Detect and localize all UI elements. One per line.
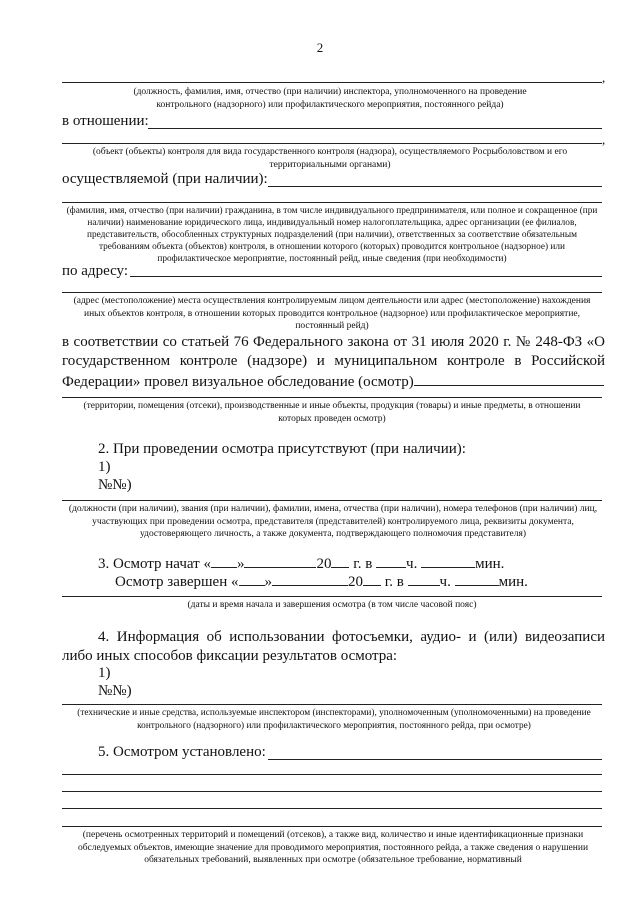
law-text [62,333,605,392]
section4-heading-text: 4. Информация об использовании фотосъемки, аудио- и (или) видеозаписи либо иных способов фиксации результатов осмотра: [62,629,605,664]
end-year-field[interactable] [363,571,381,586]
minute-label: мин. [475,556,505,572]
end-hour-field[interactable] [408,571,440,586]
inspector-line[interactable] [62,82,602,83]
in-relation-line[interactable] [148,128,602,129]
quote-close: » [236,556,245,572]
law-text-content: в соответствии со статьей 76 Федерального закона от 31 июля 2020 г. № 248-ФЗ «О государственном контроле (надзоре) и муниципальном контроле в Российской Федерации» провел визуальное обследование (осмотр) [62,334,605,390]
comma: , [602,132,606,147]
carried-out-label: осуществляемой (при наличии): [62,171,268,187]
carried-out-line-2[interactable] [62,202,602,203]
person-caption: (фамилия, имя, отчество (при наличии) гражданина, в том числе индивидуального предпринимателя, или полное и сокращенное (при наличии) наименование юридического лица, индивидуальный номер налогоплательщика, адрес организации (ее филиалов, представительств, обособленных структурных подразделений (при наличии), ответственных за соответствие обязательным требованиям объекта (объектов) контроля, в отношении которого (которых) проводится контрольное (надзорное) или профилактическое мероприятие, постоянный рейд, иные сведения (при необходимости) [66,206,598,264]
start-day-field[interactable] [211,553,237,568]
end-day-field[interactable] [239,571,265,586]
start-month-field[interactable] [244,553,316,568]
address-line[interactable] [130,276,602,277]
section3-caption: (даты и время начала и завершения осмотра (в том числе часовой пояс) [187,600,477,610]
start-hour-field[interactable] [376,553,406,568]
territory-caption: (территории, помещения (отсеки), производственные и иные объекты, продукция (товары) и иные предметы, в отношении которых проведен осмотр) [83,401,581,424]
end-month-field[interactable] [272,571,348,586]
year-prefix: 20 [316,556,332,572]
section4-heading [62,628,605,666]
in-relation-label: в отношении: [62,113,149,129]
start-year-field[interactable] [331,553,349,568]
end-minute-field[interactable] [455,571,499,586]
end-prefix: Осмотр завершен « [115,574,239,590]
object-caption: (объект (объекты) контроля для вида государственного контроля (надзора), осуществляемого Росрыболовством и его территориальными органами) [92,147,568,170]
section4-caption: (технические и иные средства, используемые инспектором (инспекторами), уполномоченным (уполномоченными) на проведение контрольного (надзорного) или профилактического мероприятия, постоянного рейда, при осмотре) [77,708,591,731]
inspector-caption: (должность, фамилия, имя, отчество (при наличии) инспектора, уполномоченного на проведение контрольного (надзорного) или профилактического мероприятия, постоянного рейда) [133,87,527,110]
section5-heading: 5. Осмотром установлено: [98,744,266,760]
address-caption: (адрес (местоположение) места осуществления контролируемым лицом деятельности или адрес (местоположение) нахождения иных объектов контроля, в отношении которых проводится контрольное (надзорное) или профилактическое мероприятие, постоянный рейд) [73,296,591,331]
section3-line[interactable] [62,596,602,597]
section2-item-n: №№) [98,477,132,493]
inspection-object-field[interactable] [414,371,604,386]
hour-label: ч. [439,574,451,590]
section5-line-4[interactable] [62,808,602,809]
section5-caption: (перечень осмотренных территорий и помещений (отсеков), а также вид, количество и иные идентификационные признаки обследуемых объектов, имеющие значение для проводимого мероприятия, постоянного рейда, а также сведения о нарушении обязательных требований, выявленных при осмотре (обязательное требование, нормативный [77,830,589,865]
section5-line-1[interactable] [268,759,602,760]
start-minute-field[interactable] [421,553,475,568]
quote-close: » [264,574,272,590]
section5-line-5[interactable] [62,826,602,827]
address-line-2[interactable] [62,292,602,293]
minute-label: мин. [498,574,528,590]
inspection-end-row [115,571,528,592]
section5-line-3[interactable] [62,791,602,792]
carried-out-line[interactable] [268,186,602,187]
hour-label: ч. [406,556,418,572]
start-prefix: 3. Осмотр начат « [98,556,211,572]
section4-line[interactable] [62,704,602,705]
section4-item-n: №№) [98,683,132,699]
section2-caption: (должности (при наличии), звания (при наличии), фамилии, имена, отчества (при наличии), номера телефонов (при наличии) лиц, участвующих при проведении осмотра, представителя (представителей) контролируемого лица, реквизиты документа, удостоверяющего личность, а также документа, подтверждающего полномочия представителя) [68,504,598,539]
page-number: 2 [316,40,324,55]
section2-line[interactable] [62,500,602,501]
year-suffix: г. в [384,574,404,590]
section4-item-1: 1) [98,665,111,681]
comma: , [602,70,606,85]
year-suffix: г. в [353,556,373,572]
in-relation-line-2[interactable] [62,143,602,144]
section2-item-1: 1) [98,459,111,475]
section2-heading: 2. При проведении осмотра присутствуют (при наличии): [98,441,466,457]
address-label: по адресу: [62,263,129,279]
section5-line-2[interactable] [62,774,602,775]
territory-line[interactable] [62,397,602,398]
year-prefix: 20 [348,574,363,590]
